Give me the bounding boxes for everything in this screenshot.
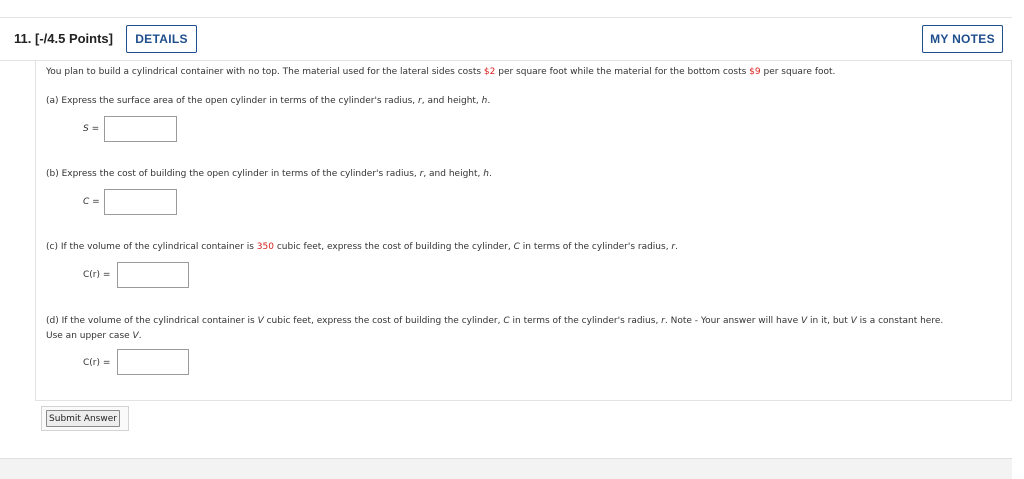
part-d-lhs: C(r) = xyxy=(83,358,111,368)
volume-value: 350 xyxy=(256,242,274,252)
question-points: [-/4.5 Points] xyxy=(34,31,113,46)
question-header xyxy=(0,17,1012,61)
part-b-prompt: (b) Express the cost of building the open cylinder in terms of the cylinder's radius, r, and height, h. xyxy=(46,169,492,179)
question-number-points xyxy=(14,31,113,46)
part-d-answer-input[interactable] xyxy=(117,349,189,375)
part-c-lhs: C(r) = xyxy=(83,270,111,280)
bottom-cost: $9 xyxy=(749,67,761,77)
submit-answer-button[interactable]: Submit Answer xyxy=(46,410,120,427)
my-notes-button[interactable]: MY NOTES xyxy=(922,25,1003,53)
part-b-answer-input[interactable] xyxy=(104,189,177,215)
side-cost: $2 xyxy=(483,67,496,77)
question-number: 11. xyxy=(14,31,32,46)
submit-area xyxy=(41,406,129,431)
part-d-prompt-line2: Use an upper case V. xyxy=(46,331,142,341)
part-a-answer-input[interactable] xyxy=(104,116,177,142)
part-c-prompt: (c) If the volume of the cylindrical container is 350 cubic feet, express the cost of building the cylinder, C in terms of the cylinder's radius, r. xyxy=(46,242,678,252)
part-a-lhs: S = xyxy=(83,124,100,134)
problem-intro: You plan to build a cylindrical container with no top. The material used for the lateral sides costs $2 per square foot while the material for the bottom costs $9 per square foot. xyxy=(46,67,836,77)
part-c-answer-input[interactable] xyxy=(117,262,189,288)
details-button[interactable]: DETAILS xyxy=(126,25,197,53)
part-a-prompt: (a) Express the surface area of the open cylinder in terms of the cylinder's radius, r, and height, h. xyxy=(46,96,491,106)
part-b-lhs: C = xyxy=(83,197,100,207)
next-question-strip xyxy=(0,458,1012,479)
part-d-prompt: (d) If the volume of the cylindrical container is V cubic feet, express the cost of building the cylinder, C in terms of the cylinder's radius, r. Note - Your answer will have V in it, but V is a constant here. xyxy=(46,316,944,326)
